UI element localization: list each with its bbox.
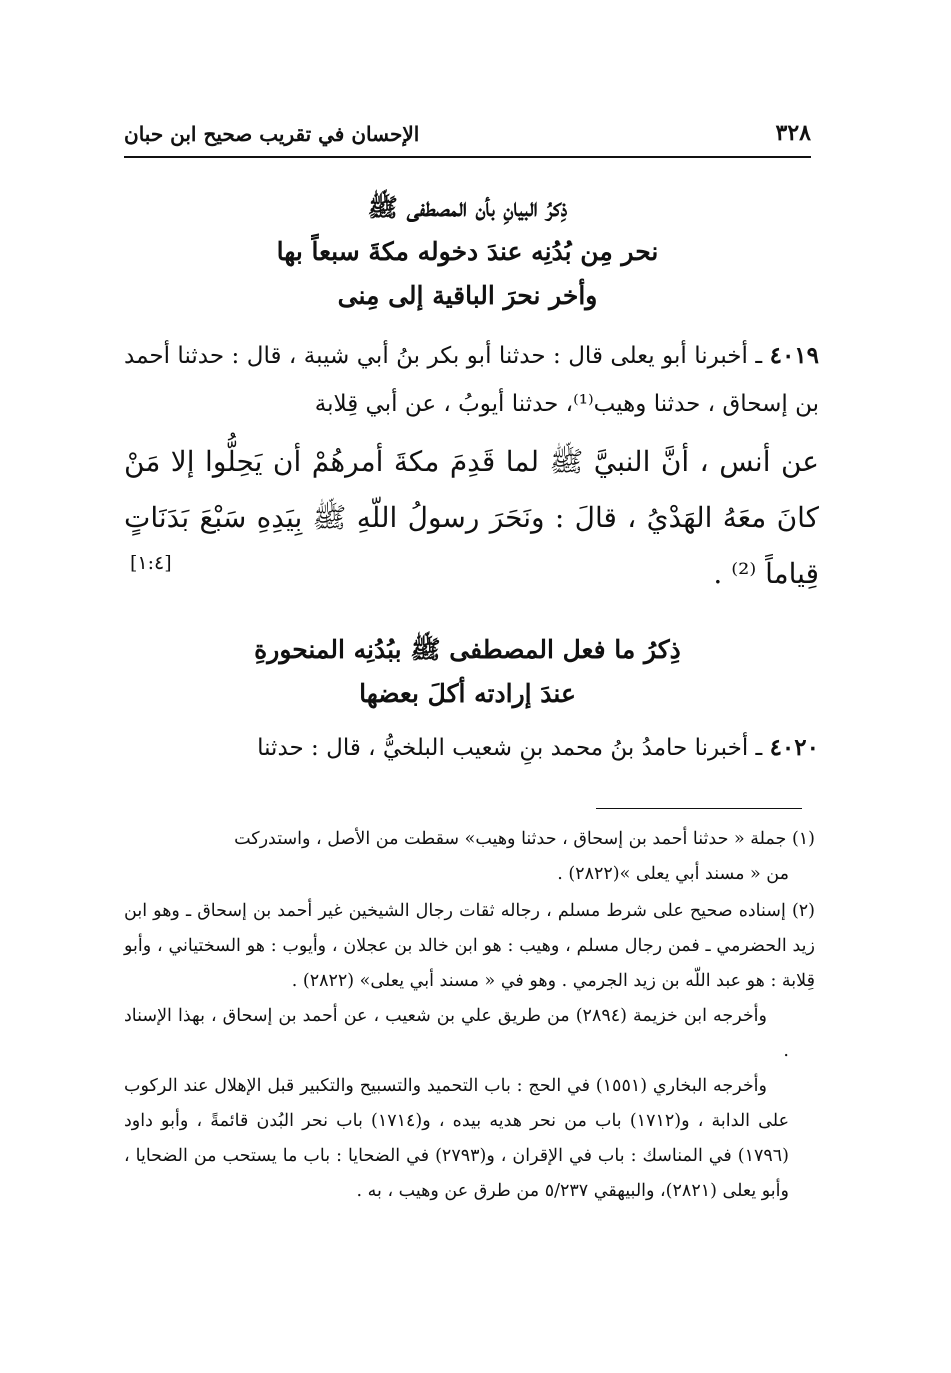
footnotes [124, 822, 815, 1211]
footnote-line [124, 822, 815, 857]
page-number: ٣٢٨ [775, 120, 811, 146]
chapter-heading-line: نحر مِن بُدُنِه عندَ دخوله مكةَ سبعاً بها [276, 237, 659, 266]
hadith-isnad [124, 332, 819, 428]
chapter-heading-1 [124, 186, 811, 318]
footnote-text: إسناده صحيح على شرط مسلم ، رجاله ثقات رجال الشيخين غير أحمد بن إسحاق ـ وهو ابن زيد الحضرمي ـ فمن رجال مسلم ، وهيب : هو ابن خالد بن عجلان ، وأيوب : هو السختياني ، وأبو قِلابة : هو عبد اللّه بن زيد الجرمي . وهو في « مسند أبي يعلى» (٢٨٢٢) . [124, 901, 815, 991]
footnote-text: جملة « حدثنا أحمد بن إسحاق ، حدثنا وهيب» سقطت من الأصل ، واستدركت [234, 829, 787, 849]
isnad-text: ـ أخبرنا أبو يعلى قال : حدثنا أبو بكر بنُ أبي شيبة ، قال : حدثنا أحمد بن إسحاق ، حدثنا وهيب⁽¹⁾، حدثنا أيوبُ ، عن أبي قِلابة [124, 343, 819, 417]
hadith-number: ٤٠١٩ [769, 342, 820, 369]
chapter-heading-line: ذِكرُ البيانِ بأن المصطفى ﷺ [367, 193, 568, 222]
footnote-2 [124, 894, 815, 1209]
chapter-heading-line: وأخر نحرَ الباقية إلى مِنى [337, 281, 598, 310]
footnote-paragraph [124, 894, 815, 999]
volume-reference: [١:٤] [130, 552, 172, 574]
running-title: الإحسان في تقريب صحيح ابن حبان [124, 122, 420, 146]
hadith-4019 [124, 332, 819, 602]
footnote-paragraph: وأخرجه ابن خزيمة (٢٨٩٤) من طريق علي بن شعيب ، عن أحمد بن إسحاق ، بهذا الإسناد . [124, 1006, 789, 1061]
hadith-matn: عن أنس ، أنَّ النبيَّ ﷺ لما قَدِمَ مكةَ أمرهُمْ أن يَحِلُّوا إلا مَنْ كانَ معَهُ الهَدْيُ ، قالَ : ونَحَرَ رسولُ اللّهِ ﷺ بِيَدِهِ سَبْعَ بَدَنَاتٍ قِياماً ⁽²⁾ . [124, 445, 819, 590]
footnote-separator [596, 808, 802, 809]
hadith-4020 [124, 724, 819, 772]
chapter-heading-2 [124, 628, 811, 716]
hadith-number: ٤٠٢٠ [769, 734, 819, 761]
chapter-heading-line: عندَ إرادته أكلَ بعضها [359, 679, 576, 708]
footnote-marker: (٢) [791, 901, 815, 921]
hadith-isnad [124, 724, 819, 772]
footnote-text: من « مسند أبي يعلى »(٢٨٢٢) . [557, 864, 789, 884]
running-header [124, 116, 811, 158]
isnad-text: ـ أخبرنا حامدُ بنُ محمد بنِ شعيب البلخيُّ ، قال : حدثنا [257, 735, 763, 761]
footnote-1 [124, 822, 815, 892]
chapter-heading-line: ذِكرُ ما فعل المصطفى ﷺ ببُدُنِه المنحورةِ [254, 635, 681, 664]
footnote-paragraph: وأخرجه البخاري (١٥٥١) في الحج : باب التحميد والتسبيح والتكبير قبل الإهلال عند الركوب على الدابة ، و(١٧١٢) باب من نحر هديه بيده ، و(١٧١٤) باب نحر البُدن قائمةً ، وأبو داود (١٧٩٦) في المناسك : باب في الإقران ، و(٢٧٩٣) في الضحايا : باب ما يستحب من الضحايا ، وأبو يعلى (٢٨٢١)، والبيهقي ٥/٢٣٧ من طرق عن وهيب ، به . [124, 1076, 790, 1201]
footnote-marker: (١) [791, 829, 815, 849]
